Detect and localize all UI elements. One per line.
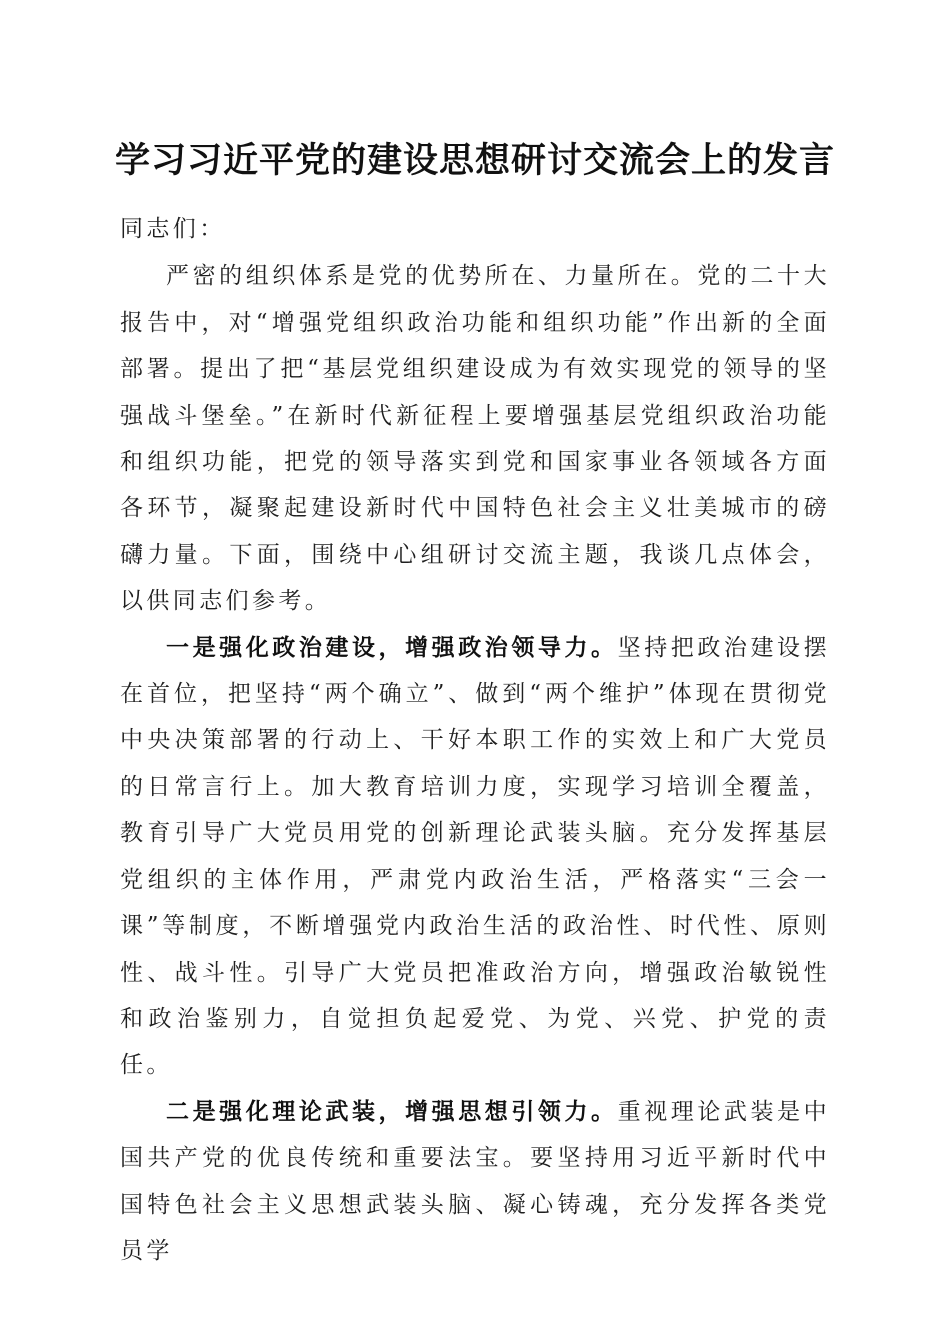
paragraph-lead-heading: 一是强化政治建设，增强政治领导力。 <box>166 633 618 661</box>
paragraph-intro <box>120 253 830 624</box>
paragraph-text: 坚持把政治建设摆在首位，把坚持“两个确立”、做到“两个维护”体现在贯彻党中央决策部署的行动上、干好本职工作的实效上和广大党员的日常言行上。加大教育培训力度，实现学习培训全覆盖，教育引导广大党员用党的创新理论武装头脑。充分发挥基层党组织的主体作用，严肃党内政治生活，严格落实“三会一课”等制度，不断增强党内政治生活的政治性、时代性、原则性、战斗性。引导广大党员把准政治方向，增强政治敏锐性和政治鉴别力，自觉担负起爱党、为党、兴党、护党的责任。 <box>120 634 830 1079</box>
document-title: 学习习近平党的建设思想研讨交流会上的发言 <box>114 140 835 181</box>
paragraph-text: 重视理论武装是中国共产党的优良传统和重要法宝。要坚持用习近平新时代中国特色社会主义思想武装头脑、凝心铸魂，充分发挥各类党员学 <box>120 1098 830 1264</box>
paragraph-political-building <box>120 625 830 1089</box>
paragraph-lead-heading: 二是强化理论武装，增强思想引领力。 <box>166 1097 618 1125</box>
paragraph-theoretical-armament <box>120 1089 830 1275</box>
paragraph-text: 严密的组织体系是党的优势所在、力量所在。党的二十大报告中，对“增强党组织政治功能和组织功能”作出新的全面部署。提出了把“基层党组织建设成为有效实现党的领导的坚强战斗堡垒。”在新时代新征程上要增强基层党组织政治功能和组织功能，把党的领导落实到党和国家事业各领域各方面各环节，凝聚起建设新时代中国特色社会主义壮美城市的磅礴力量。下面，围绕中心组研讨交流主题，我谈几点体会，以供同志们参考。 <box>120 263 830 615</box>
document-body <box>120 206 830 1274</box>
salutation: 同志们： <box>120 216 226 242</box>
